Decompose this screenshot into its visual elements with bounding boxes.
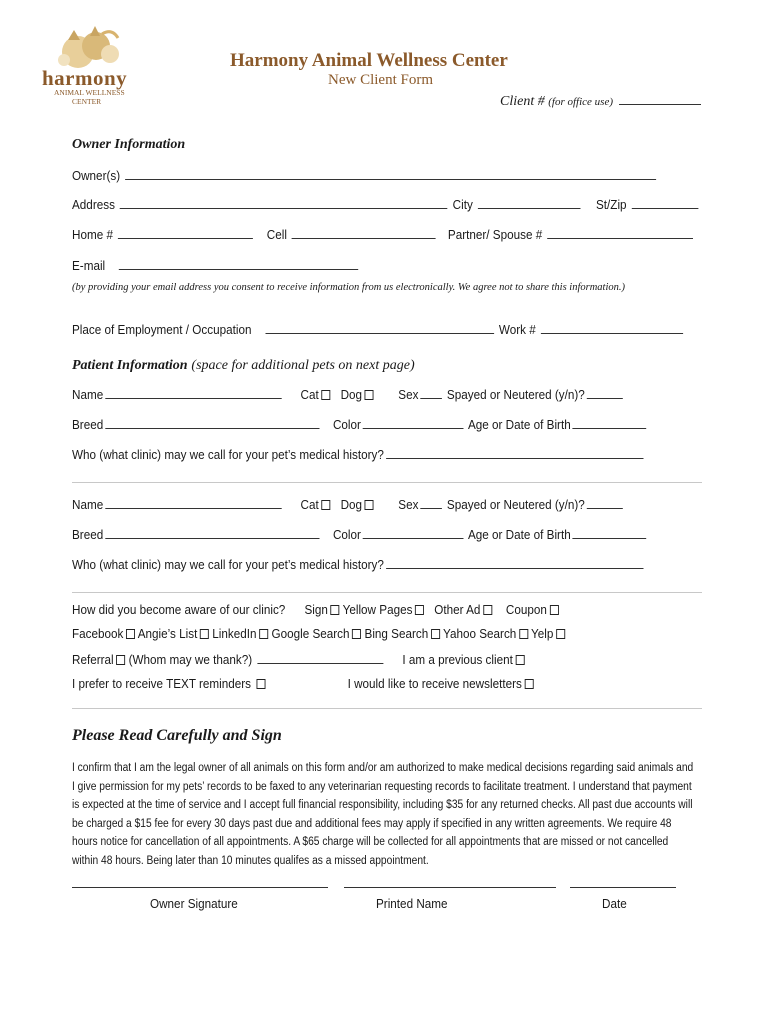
referral-bing-checkbox[interactable] (431, 629, 440, 639)
pet1-breed-row (72, 417, 648, 432)
pet2-dog-label: Dog (340, 497, 363, 512)
agreement-text (72, 759, 699, 871)
patient-section-header (72, 356, 415, 374)
stzip-label: St/Zip (595, 197, 627, 212)
referral-divider (72, 592, 702, 593)
home-phone-field[interactable] (118, 227, 253, 239)
printed-name-label: Printed Name (376, 896, 448, 911)
referral-angies-list-checkbox[interactable] (200, 629, 209, 639)
pet1-sex-label: Sex (398, 387, 419, 402)
agreement-line: I give permission for my pets’ records to be faxed to any veterinarian requesting records to facilitate treatment. I understand that payment (72, 780, 692, 793)
address-label: Address (72, 197, 115, 212)
partner-phone-field[interactable] (547, 227, 693, 239)
referral-yahoo-label: Yahoo Search (443, 626, 517, 641)
pet2-breed-field[interactable] (105, 527, 319, 539)
printed-name-line[interactable] (344, 887, 556, 888)
pet2-spayed-field[interactable] (587, 497, 623, 509)
agreement-title: Please Read Carefully and Sign (72, 727, 282, 744)
email-field[interactable] (119, 258, 358, 270)
preferences-row (72, 676, 534, 691)
pet2-sex-field[interactable] (420, 497, 442, 509)
client-number-field[interactable] (500, 93, 703, 110)
employment-field[interactable] (265, 322, 494, 334)
pet1-age-field[interactable] (572, 417, 646, 429)
referral-sign-checkbox[interactable] (331, 605, 340, 615)
employment-row (72, 322, 685, 337)
referral-question: How did you become aware of our clinic? (72, 602, 286, 617)
logo-wordmark: harmony (42, 66, 128, 90)
work-phone-label: Work # (498, 322, 536, 337)
agreement-line: I confirm that I am the legal owner of all animals on this form and/or am authorized to make medical decisions regarding said animals and (72, 762, 694, 774)
phone-row (72, 227, 695, 242)
referral-google-checkbox[interactable] (352, 629, 361, 639)
pet2-name-row (72, 497, 624, 512)
pet2-name-label: Name (72, 497, 104, 512)
city-field[interactable] (478, 197, 581, 209)
referral-other-ad-checkbox[interactable] (483, 605, 492, 615)
pet1-clinic-field[interactable] (386, 447, 643, 459)
pet2-age-label: Age or Date of Birth (467, 527, 571, 542)
newsletters-checkbox[interactable] (525, 679, 534, 689)
referral-yahoo-checkbox[interactable] (519, 629, 528, 639)
referral-whom-label: (Whom may we thank?) (128, 652, 253, 667)
referral-linkedin-checkbox[interactable] (259, 629, 268, 639)
referral-coupon-checkbox[interactable] (550, 605, 559, 615)
referral-whom-field[interactable] (257, 652, 383, 664)
signature-label: Owner Signature (150, 896, 238, 911)
pet2-spayed-label: Spayed or Neutered (y/n)? (446, 497, 585, 512)
pet1-spayed-field[interactable] (587, 387, 623, 399)
pet1-clinic-row (72, 447, 645, 462)
patient-section-title: Patient Information (72, 358, 188, 373)
referral-yellow-pages-label: Yellow Pages (342, 602, 413, 617)
date-label: Date (602, 896, 627, 911)
pet1-age-label: Age or Date of Birth (467, 417, 571, 432)
pet2-dog-checkbox[interactable] (365, 500, 374, 510)
cell-phone-field[interactable] (292, 227, 436, 239)
previous-client-checkbox[interactable] (516, 655, 525, 665)
pet1-clinic-label: Who (what clinic) may we call for your pet’s medical history? (72, 447, 384, 462)
partner-phone-label: Partner/ Spouse # (447, 227, 543, 242)
agreement-line: be charged a $15 fee for every 30 days past due and additional fees may apply if specified in any written agreements. We require 48 (72, 817, 672, 830)
pet1-name-field[interactable] (105, 387, 281, 399)
logo (40, 24, 140, 106)
org-name: Harmony Animal Wellness Center (230, 50, 508, 71)
owner-section-title: Owner Information (72, 137, 186, 152)
pet2-age-field[interactable] (572, 527, 646, 539)
logo-subtitle-2: CENTER (72, 97, 102, 106)
pet1-breed-label: Breed (72, 417, 104, 432)
referral-referral-label: Referral (72, 652, 114, 667)
owners-row (72, 168, 658, 183)
pet2-breed-row (72, 527, 648, 542)
patient-section-note: (space for additional pets on next page) (191, 358, 415, 373)
stzip-field[interactable] (632, 197, 699, 209)
agreement-divider (72, 708, 702, 709)
pet1-dog-checkbox[interactable] (365, 390, 374, 400)
newsletters-label: I would like to receive newsletters (347, 676, 522, 691)
pet2-clinic-field[interactable] (386, 557, 643, 569)
logo-subtitle: ANIMAL WELLNESS (54, 88, 125, 97)
pet1-spayed-label: Spayed or Neutered (y/n)? (446, 387, 585, 402)
referral-facebook-label: Facebook (72, 626, 124, 641)
referral-facebook-checkbox[interactable] (126, 629, 135, 639)
agreement-line: within 48 hours. Being later than 10 minutes qualifes as a missed appointment. (72, 854, 429, 867)
pet2-name-field[interactable] (105, 497, 281, 509)
pet-divider (72, 482, 702, 483)
cell-phone-label: Cell (266, 227, 287, 242)
referral-yellow-pages-checkbox[interactable] (415, 605, 424, 615)
pet2-clinic-label: Who (what clinic) may we call for your pet’s medical history? (72, 557, 384, 572)
pet1-cat-checkbox[interactable] (321, 390, 330, 400)
form-title: New Client Form (328, 72, 433, 88)
client-number-note: (for office use) (548, 96, 613, 108)
referral-sign-label: Sign (304, 602, 328, 617)
client-number-line[interactable] (619, 93, 701, 105)
pet1-color-label: Color (332, 417, 361, 432)
date-line[interactable] (570, 887, 676, 888)
pet1-color-field[interactable] (363, 417, 464, 429)
pet2-cat-label: Cat (300, 497, 319, 512)
agreement-line: hours notice for cancellation of all appointments. A $65 charge will be collected for all appointments that are missed or not cancelled (72, 836, 669, 849)
pet2-breed-label: Breed (72, 527, 104, 542)
pet2-clinic-row (72, 557, 645, 572)
owners-label: Owner(s) (72, 168, 121, 183)
email-row (72, 258, 360, 273)
client-number-label: Client # (500, 94, 545, 109)
pet2-cat-checkbox[interactable] (321, 500, 330, 510)
referral-linkedin-label: LinkedIn (212, 626, 257, 641)
email-consent-note: (by providing your email address you consent to receive information from us electronically. We agree not to share this information.) (72, 282, 626, 293)
work-phone-field[interactable] (541, 322, 683, 334)
referral-other-ad-label: Other Ad (434, 602, 481, 617)
previous-client-label: I am a previous client (402, 652, 513, 667)
city-label: City (452, 197, 473, 212)
email-label: E-mail (72, 258, 106, 273)
referral-referral-checkbox[interactable] (116, 655, 125, 665)
referral-row-2 (72, 626, 565, 641)
pet2-sex-label: Sex (398, 497, 419, 512)
pet2-color-label: Color (332, 527, 361, 542)
pet1-sex-field[interactable] (420, 387, 442, 399)
signature-line[interactable] (72, 887, 328, 888)
referral-yelp-label: Yelp (531, 626, 554, 641)
pet1-dog-label: Dog (340, 387, 363, 402)
referral-yelp-checkbox[interactable] (556, 629, 565, 639)
referral-google-label: Google Search (271, 626, 350, 641)
referral-row-1 (72, 602, 559, 617)
pet2-color-field[interactable] (363, 527, 464, 539)
referral-row-3 (72, 652, 525, 667)
employment-label: Place of Employment / Occupation (72, 322, 252, 337)
text-reminders-checkbox[interactable] (256, 679, 265, 689)
referral-coupon-label: Coupon (505, 602, 547, 617)
owners-field[interactable] (125, 168, 656, 180)
referral-angies-list-label: Angie’s List (137, 626, 198, 641)
address-row (72, 197, 700, 212)
pet1-name-label: Name (72, 387, 104, 402)
agreement-line: is expected at the time of service and I accept full financial responsibility, including $35 for any returned checks. All past due accounts will (72, 799, 693, 812)
home-phone-label: Home # (72, 227, 113, 242)
pet1-name-row (72, 387, 624, 402)
text-reminders-label: I prefer to receive TEXT reminders (72, 676, 252, 691)
address-field[interactable] (120, 197, 448, 209)
pet1-breed-field[interactable] (105, 417, 319, 429)
pet1-cat-label: Cat (300, 387, 319, 402)
referral-bing-label: Bing Search (364, 626, 429, 641)
